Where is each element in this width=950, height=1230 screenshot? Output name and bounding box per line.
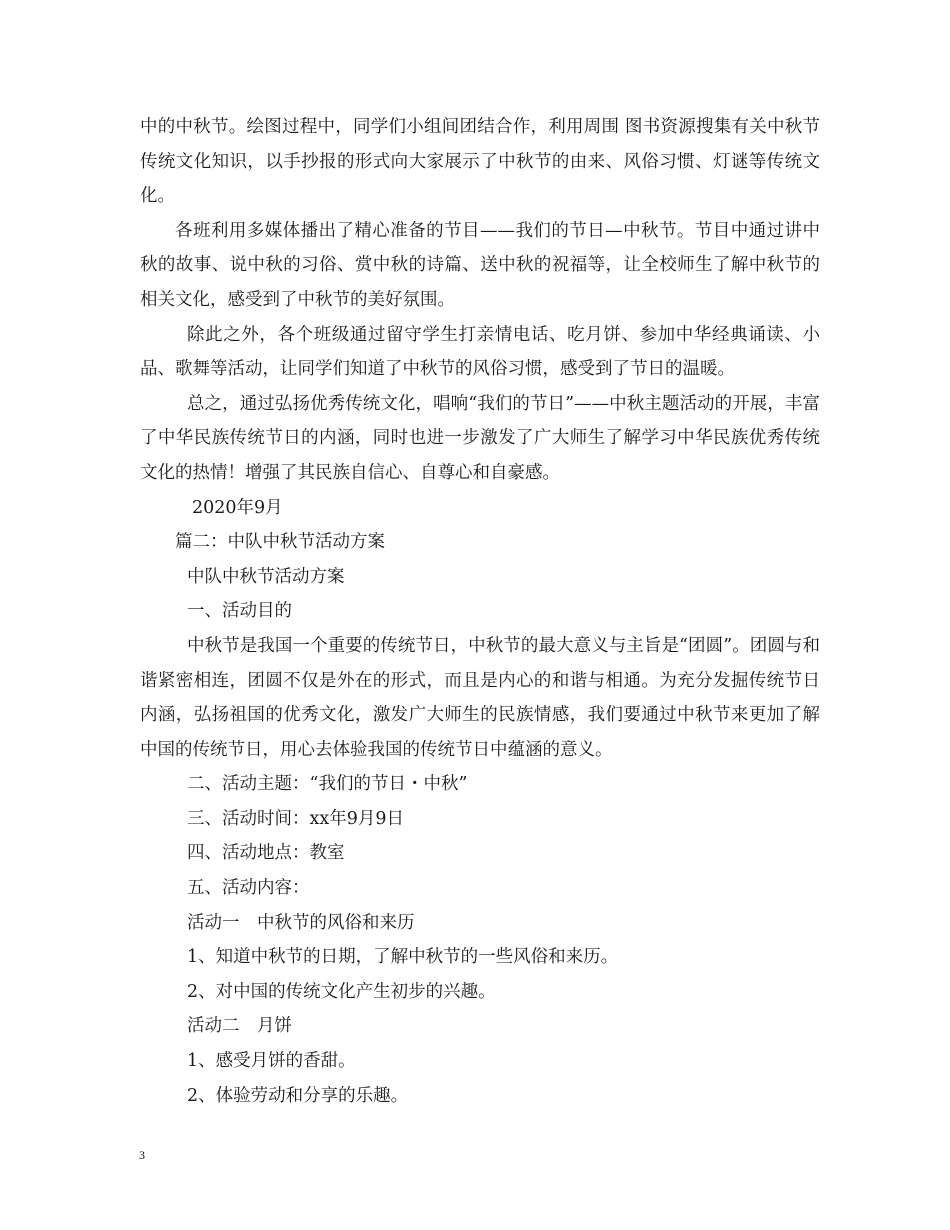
activity-one-item-2: 2、对中国的传统文化产生初步的兴趣。: [187, 981, 496, 1002]
activity-one-item-1: 1、知道中秋节的日期，了解中秋节的一些风俗和来历。: [187, 947, 619, 968]
activity-two-item-1: 1、感受月饼的香甜。: [187, 1051, 356, 1072]
section-heading-purpose: 一、活动目的: [187, 601, 292, 622]
paragraph-multimedia-program: 各班利用多媒体播出了精心准备的节目——我们的节日—中秋节。节目中通过讲中秋的故事、说中秋的习俗、赏中秋的诗篇、送中秋的祝福等，让全校师生了解中秋节的相关文化，感受到了中秋节的美好氛围。: [140, 220, 820, 310]
paragraph-drawing-activity: 中的中秋节。绘图过程中，同学们小组间团结合作，利用周围 图书资源搜集有关中秋节传统文化知识，以手抄报的形式向大家展示了中秋节的由来、风俗习惯、灯谜等传统文化。: [140, 117, 820, 207]
plan-title: 中队中秋节活动方案: [187, 566, 345, 587]
activity-two-title: 活动二 月饼: [187, 1016, 292, 1037]
section-heading-location: 四、活动地点：教室: [187, 843, 345, 864]
paragraph-summary: 总之，通过弘扬优秀传统文化，唱响“我们的节日”——中秋主题活动的开展，丰富了中华民族传统节日的内涵，同时也进一步激发了广大师生了解学习中华民族优秀传统文化的热情！增强了其民族自信心、自尊心和自豪感。: [140, 393, 820, 483]
document-body: [140, 110, 820, 1113]
section-heading-content: 五、活动内容：: [187, 878, 310, 899]
activity-one-title: 活动一 中秋节的风俗和来历: [187, 912, 415, 933]
chapter-heading: 篇二：中队中秋节活动方案: [175, 532, 385, 553]
activity-two-item-2: 2、体验劳动和分享的乐趣。: [187, 1085, 409, 1106]
paragraph-purpose: 中秋节是我国一个重要的传统节日，中秋节的最大意义与主旨是“团圆”。团圆与和谐紧密相连，团圆不仅是外在的形式，而且是内心的和谐与相通。为充分发掘传统节日内涵，弘扬祖国的优秀文化，激发广大师生的民族情感，我们要通过中秋节来更加了解中国的传统节日，用心去体验我国的传统节日中蕴涵的意义。: [140, 635, 820, 760]
section-heading-time: 三、活动时间：xx年9月9日: [187, 808, 405, 829]
document-date: 2020年9月: [192, 497, 283, 518]
page-number: 3: [139, 1148, 145, 1162]
paragraph-class-activities: 除此之外，各个班级通过留守学生打亲情电话、吃月饼、参加中华经典诵读、小品、歌舞等活动，让同学们知道了中秋节的风俗习惯，感受到了节日的温暖。: [140, 324, 820, 380]
section-heading-theme: 二、活动主题：“我们的节日・中秋”: [187, 774, 468, 795]
